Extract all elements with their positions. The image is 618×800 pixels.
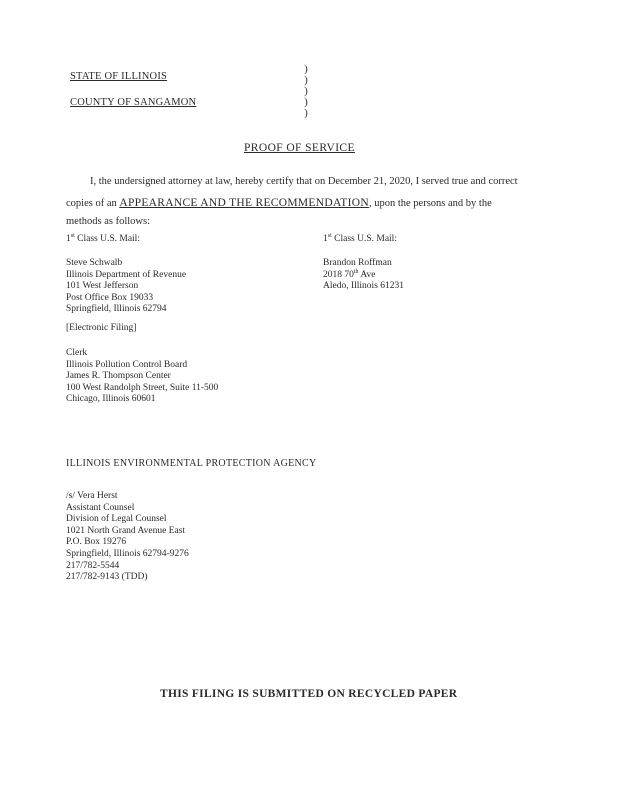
right-method-label: Class U.S. Mail: [331,234,397,244]
certification-line-3: methods as follows: [66,216,150,227]
right-recipient-block [323,258,404,293]
left-mail-method [66,234,140,246]
recipient-line: Aledo, Illinois 61231 [323,281,405,292]
street-sup: th [353,268,359,275]
left-method-number: 1 [66,234,71,244]
signature-line: 1021 North Grand Avenue East [66,525,186,536]
county-caption: COUNTY OF SANGAMON [70,97,197,108]
signature-line: 217/782-9143 (TDD) [66,572,148,583]
left-recipient-block [66,258,186,316]
signature-line: Division of Legal Counsel [66,514,167,525]
signature-block [66,491,189,584]
left-method-sup: st [70,232,75,239]
right-method-sup: st [327,232,332,239]
paren-3: ) [304,85,308,97]
paren-5: ) [304,107,308,119]
left-method-label: Class U.S. Mail: [74,234,140,244]
recipient-line: 101 West Jefferson [66,281,139,292]
recipient-line: Steve Schwalb [66,258,123,268]
recipient-line: Illinois Department of Revenue [66,269,187,280]
recipient-line: Springfield, Illinois 62794 [66,304,167,315]
state-caption: STATE OF ILLINOIS [70,71,168,82]
right-mail-method [323,234,397,246]
signature-line: P.O. Box 19276 [66,537,127,548]
signature-line: 217/782-5544 [66,560,120,571]
right-method-number: 1 [323,234,328,244]
signer-name: /s/ Vera Herst [66,491,118,501]
caption-parentheses [300,64,312,119]
clerk-line: Chicago, Illinois 60601 [66,394,156,405]
signature-line: Springfield, Illinois 62794-9276 [66,548,189,559]
clerk-line: Illinois Pollution Control Board [66,359,188,370]
clerk-block [66,348,218,406]
certification-line-1: I, the undersigned attorney at law, hereby certify that on December 21, 2020, I served true and correct [90,176,518,187]
agency-name: ILLINOIS ENVIRONMENTAL PROTECTION AGENCY [66,458,317,469]
page-title: PROOF OF SERVICE [244,142,355,154]
recipient-line: Post Office Box 19033 [66,292,154,303]
signature-line: Assistant Counsel [66,502,135,513]
paren-1: ) [304,63,308,75]
street-number: 2018 70 [323,269,354,280]
recipient-line: Brandon Roffman [323,258,392,268]
recipient-address-line [323,270,404,282]
street-suffix: Ave [358,269,376,280]
clerk-line: 100 West Randolph Street, Suite 11-500 [66,382,219,393]
certification-line-2 [66,196,492,211]
clerk-line: James R. Thompson Center [66,371,171,382]
certification-prefix: copies of an [66,198,117,209]
electronic-filing-label: [Electronic Filing] [66,323,137,333]
certification-suffix: upon the persons and by the [374,198,492,209]
document-title-comma: , [368,198,372,209]
paren-4: ) [304,96,308,108]
recycled-paper-notice: THIS FILING IS SUBMITTED ON RECYCLED PAPER [160,688,458,700]
document-title: APPEARANCE AND THE RECOMMENDATION [119,197,369,209]
clerk-line: Clerk [66,348,88,358]
paren-2: ) [304,74,308,86]
